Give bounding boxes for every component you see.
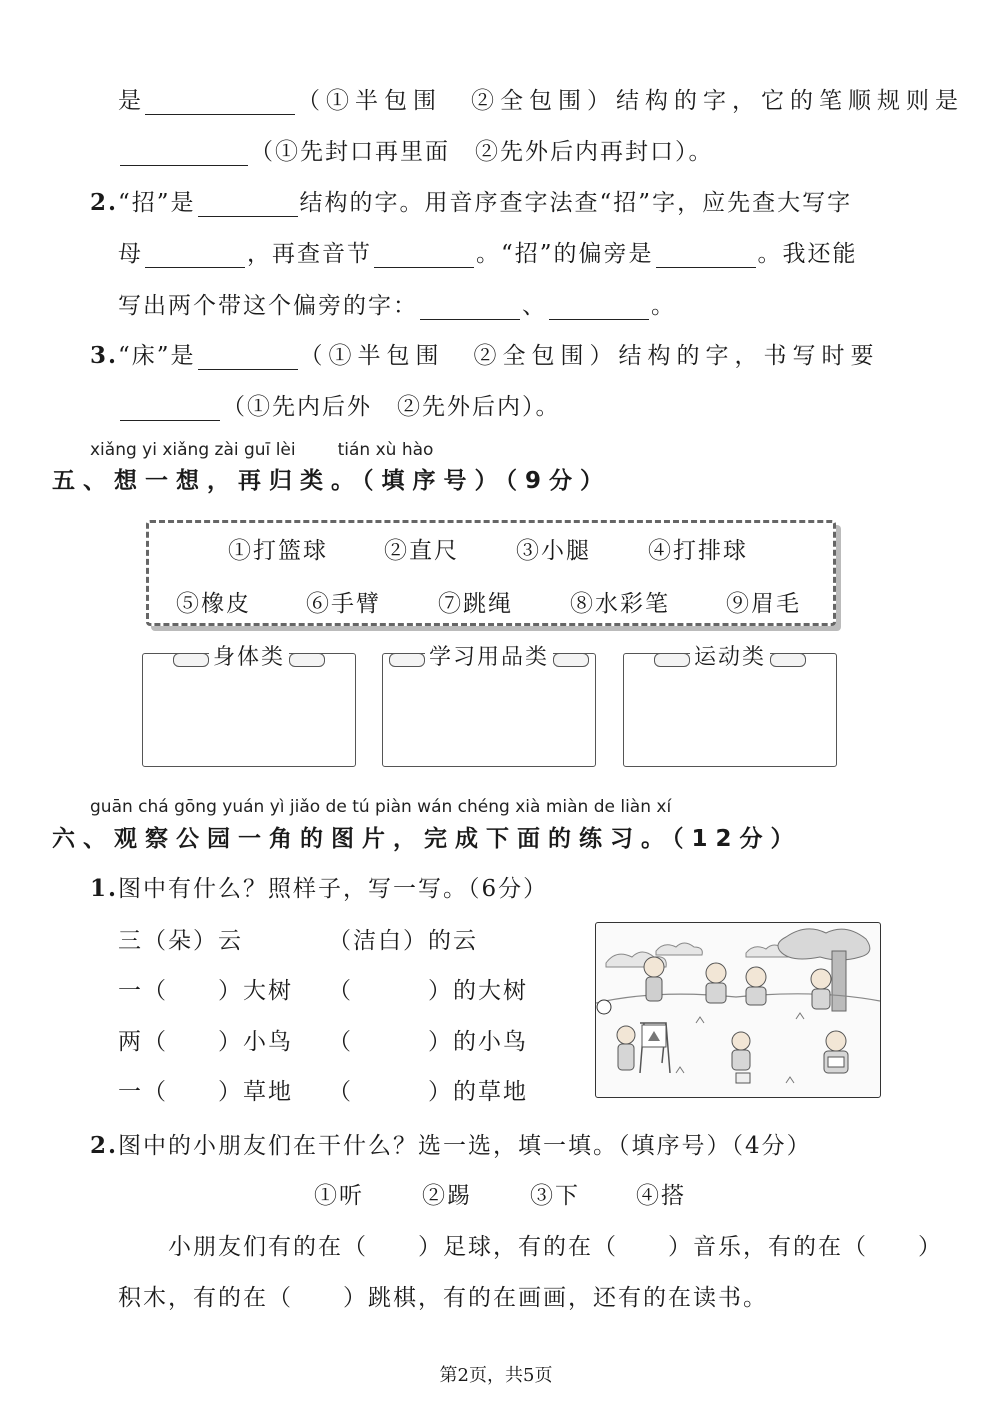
q6-2-heading: [90, 1127, 812, 1160]
option-9: ⑨眉毛: [726, 591, 801, 617]
scroll-icon: [654, 653, 690, 667]
section5-title: 五、想一想，再归类。（填序号）（9分）: [52, 468, 612, 494]
answer-blank[interactable]: [420, 297, 520, 320]
section6-pinyin: guān chá gōng yuán yì jiǎo de tú piàn wán chéng xià miàn de liàn xí: [90, 797, 672, 817]
q4-item2-text: 。: [651, 293, 676, 319]
row-b-1[interactable]: （ ）的大树: [328, 978, 528, 1004]
q4-line1-start: 是: [118, 88, 143, 114]
q4-line1: [118, 82, 964, 115]
answer-blank[interactable]: [198, 347, 298, 370]
category-box-body[interactable]: [142, 645, 356, 767]
scroll-icon: [289, 653, 325, 667]
child-body-icon: [732, 1050, 750, 1070]
q6-2-paragraph-line1[interactable]: 小朋友们有的在（ ）足球，有的在（ ）音乐，有的在（ ）: [168, 1234, 943, 1260]
category-label: 学习用品类: [425, 645, 553, 670]
q4-line2-text: （①先封口再里面 ②先外后内再封口）。: [250, 139, 714, 165]
answer-blank[interactable]: [145, 245, 245, 268]
q4-item2-text: 。我还能: [757, 241, 858, 267]
row-b-0: （洁白）的云: [328, 928, 478, 954]
category-title: [624, 640, 836, 671]
option-5: ⑤橡皮: [176, 591, 251, 617]
item-number: 3.: [90, 342, 119, 369]
pinyin-text: xiǎng yi xiǎng zài guī lèi: [90, 440, 296, 460]
q4-item2-text: 、: [522, 293, 547, 319]
q4-item3-text: （①先内后外 ②先外后内）。: [222, 394, 561, 420]
q6-2-text: 图中的小朋友们在干什么？选一选，填一填。（填序号）（4分）: [118, 1133, 812, 1159]
item-number: 1.: [90, 875, 119, 902]
q4-item2-line2: [118, 235, 858, 268]
item-number: 2.: [90, 189, 119, 216]
scroll-icon: [553, 653, 589, 667]
row-b-3[interactable]: （ ）的草地: [328, 1079, 528, 1105]
child-head-icon: [706, 963, 726, 983]
option-2: ②直尺: [384, 538, 459, 564]
cloud-icon: [656, 943, 702, 955]
child-head-icon: [826, 1031, 846, 1051]
child-head-icon: [644, 957, 664, 977]
book-icon: [828, 1057, 844, 1067]
child-head-icon: [746, 967, 766, 987]
option-7: ⑦跳绳: [438, 591, 513, 617]
option-8: ⑧水彩笔: [570, 591, 670, 617]
q4-item2-text: ，再查音节: [247, 241, 372, 267]
pinyin-text: tián xù hào: [337, 440, 434, 460]
row-a-1[interactable]: 一（ ）大树: [118, 978, 293, 1004]
option-4: ④打排球: [648, 538, 748, 564]
q4-item2-line1: [90, 184, 852, 217]
child-body-icon: [706, 983, 726, 1003]
choice-3: ③下: [530, 1183, 580, 1209]
q4-item3-line2: [118, 388, 561, 421]
answer-blank[interactable]: [374, 245, 474, 268]
row-b-2[interactable]: （ ）的小鸟: [328, 1029, 528, 1055]
section5-pinyin: [90, 440, 433, 460]
q4-item3-line1: [90, 337, 880, 370]
row-a-2[interactable]: 两（ ）小鸟: [118, 1029, 293, 1055]
q4-item2-text: 结构的字。用音序查字法查“招”字，应先查大写字: [299, 190, 853, 216]
child-body-icon: [812, 989, 830, 1009]
child-body-icon: [618, 1044, 634, 1070]
q6-1-heading: [90, 870, 548, 903]
child-head-icon: [732, 1032, 750, 1050]
child-body-icon: [746, 987, 766, 1005]
item-number: 2.: [90, 1132, 119, 1159]
scroll-icon: [389, 653, 425, 667]
q4-item3-text: “床”是: [118, 343, 196, 369]
category-title: [143, 640, 355, 671]
q4-item2-text: 母: [118, 241, 143, 267]
category-box-sports[interactable]: [623, 645, 837, 767]
category-title: [383, 640, 595, 671]
row-a-3[interactable]: 一（ ）草地: [118, 1079, 293, 1105]
page-footer: 第2页，共5页: [439, 1365, 553, 1386]
answer-blank[interactable]: [198, 194, 298, 217]
tree-trunk-icon: [832, 951, 846, 1011]
row-a-0: 三（朵）云: [118, 928, 243, 954]
section6-title: 六、观察公园一角的图片，完成下面的练习。（12分）: [52, 826, 802, 852]
category-label: 运动类: [690, 645, 770, 670]
q6-2-paragraph-line2[interactable]: 积木，有的在（ ）跳棋，有的在画画，还有的在读书。: [118, 1285, 768, 1311]
child-head-icon: [811, 969, 831, 989]
q4-line1-text: （①半包围 ②全包围）结构的字，它的笔顺规则是: [297, 88, 964, 114]
option-3: ③小腿: [516, 538, 591, 564]
q6-1-text: 图中有什么？照样子，写一写。（6分）: [118, 876, 549, 902]
answer-blank[interactable]: [549, 297, 649, 320]
q4-line2: [118, 133, 714, 166]
q4-item2-line3: [118, 287, 676, 320]
child-head-icon: [617, 1026, 635, 1044]
child-body-icon: [646, 977, 662, 1001]
answer-blank[interactable]: [145, 92, 295, 115]
scroll-icon: [770, 653, 806, 667]
option-1: ①打篮球: [228, 538, 328, 564]
answer-blank[interactable]: [656, 245, 756, 268]
blocks-icon: [736, 1073, 750, 1083]
q4-item3-text: （①半包围 ②全包围）结构的字，书写时要: [299, 343, 880, 369]
q4-item2-text: 。“招”的偏旁是: [476, 241, 654, 267]
choice-4: ④搭: [636, 1183, 686, 1209]
answer-blank[interactable]: [120, 398, 220, 421]
park-illustration: [596, 923, 880, 1097]
tree-canopy-icon: [778, 929, 870, 960]
category-box-stationery[interactable]: [382, 645, 596, 767]
category-label: 身体类: [209, 645, 289, 670]
scroll-icon: [173, 653, 209, 667]
football-icon: [597, 1000, 611, 1014]
q4-item2-text: “招”是: [118, 190, 196, 216]
option-6: ⑥手臂: [306, 591, 381, 617]
park-picture: [595, 922, 881, 1098]
q4-item2-text: 写出两个带这个偏旁的字：: [118, 293, 418, 319]
choice-2: ②踢: [422, 1183, 472, 1209]
answer-blank[interactable]: [120, 143, 248, 166]
choice-1: ①听: [314, 1183, 364, 1209]
